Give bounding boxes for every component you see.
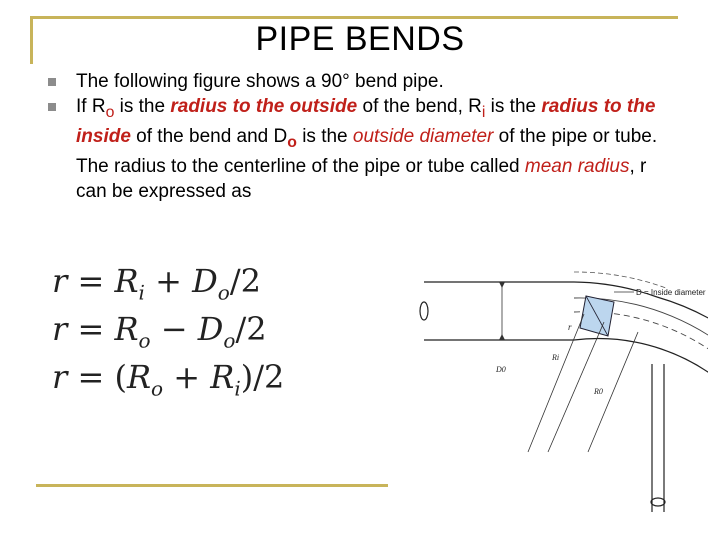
diagram-label-do: D0 [496, 365, 506, 374]
pipe-end-bottom [651, 498, 665, 506]
formula-1: $r = R_i + D_o/2$ [52, 262, 261, 305]
bullet-item [48, 70, 668, 95]
formula-2: $r = R_o - D_o/2$ [52, 310, 267, 353]
pipe-end-left [420, 302, 428, 320]
formula-underline [36, 484, 388, 487]
bullet-marker [48, 78, 56, 86]
diagram-label-r: r [568, 322, 572, 332]
bullet-marker [48, 103, 56, 111]
page-title: PIPE BENDS [255, 20, 465, 58]
title-frame-top [30, 16, 678, 19]
bullet-item [48, 95, 668, 205]
diagram-label-ro: R0 [594, 387, 603, 396]
bullet-text: The following figure shows a 90° bend pipe. [76, 71, 444, 92]
pipe-bend-diagram [408, 252, 708, 537]
diagram-label-d: D = Inside diameter [636, 288, 706, 297]
bullet-text: If $R_o$ is the radius to the outside of the bend, $R_i$ is the radius to the inside of the bend and $D_o$ is the outside diameter of the pipe or tube. The radius to the centerline of the pipe or tube called mean radius, r can be expressed as [76, 95, 658, 202]
formula-3: $r = (R_o + R_i)/2$ [52, 358, 285, 401]
diagram-label-ri: Ri [552, 353, 560, 362]
bullet-list [48, 70, 668, 204]
